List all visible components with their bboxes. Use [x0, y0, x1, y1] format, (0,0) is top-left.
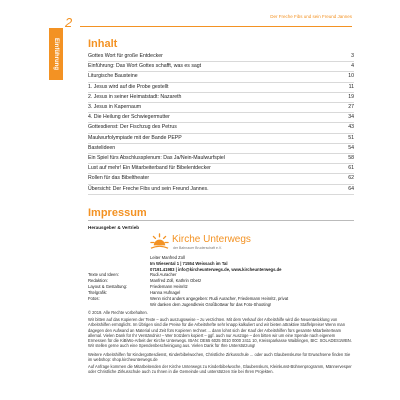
running-title: Der Freche Fibs und sein Freund Jannes: [267, 14, 352, 19]
toc-entry-page: 43: [348, 124, 354, 131]
toc-entry-page: 19: [348, 93, 354, 100]
toc-entry: [88, 123, 354, 133]
credit-key: Titelgrafik:: [88, 289, 108, 295]
toc-entry-page: 4: [351, 63, 354, 70]
toc-entry: [88, 72, 354, 82]
running-head-rule: [80, 19, 352, 27]
toc-entry-title: Bastelideen: [88, 144, 116, 151]
toc-entry-page: 62: [348, 175, 354, 182]
toc-entry: [88, 93, 354, 103]
credit-key: Fotos:: [88, 295, 100, 301]
page-number: 2: [65, 15, 73, 30]
logo-name: Kirche Unterwegs: [172, 234, 251, 245]
toc-entry: [88, 134, 354, 144]
credit-value: Manfred Zoll, Kathrin Obetz: [150, 277, 202, 283]
toc-entry-page: 10: [348, 73, 354, 80]
toc-entry-page: 34: [348, 114, 354, 121]
imprint-heading: Impressum: [88, 207, 147, 219]
toc-entry-page: 58: [348, 155, 354, 162]
toc-entry-page: 61: [348, 165, 354, 172]
address-line: Leiter Manfred Zoll: [150, 255, 185, 260]
toc-entry-title: Gottesdienst: Der Fischzug des Petrus: [88, 124, 177, 131]
credit-value: Hanna Hufnagel: [150, 289, 181, 295]
toc-entry: [88, 62, 354, 72]
credit-value: Wir danken dem Jugendkreis Großbottwar für das Foto-Shooting!: [150, 301, 272, 307]
toc-entry-title: Übersicht: Der Freche Fibs und sein Freund Jannes.: [88, 185, 209, 192]
sun-logo-icon: [150, 233, 169, 252]
toc-entry-page: 3: [351, 53, 354, 59]
publisher-logo: [150, 232, 280, 254]
table-of-contents: [88, 52, 354, 195]
toc-entry: [88, 83, 354, 93]
credit-row: [88, 302, 354, 308]
toc-entry-page: 51: [348, 134, 354, 141]
webshop-paragraph: Weitere Arbeitshilfen für Kindergottesdienst, Kinderbibelwochen, Christliche Zirkusschule ... oder auch Glaubenskurse für Erwachsene finden Sie im webshop: shop.kircheunterwegs.de: [88, 352, 351, 363]
toc-entry-title: Rollen für das Bibeltheater: [88, 175, 150, 182]
toc-entry-title: 2. Jesus in seiner Heimatstadt: Nazareth: [88, 93, 182, 100]
request-paragraph: Auf Anfrage kommen die Mitarbeitenden der Kirche Unterwegs zu Kinderbibelwoche, Glaubenskurs, Kleinkunst-Bühnenprogramm, Männervesper oder Christliche Zirkusschule auch zu Ihnen in die Gemeinde und unterstützen Sie bei Ihren Projekten.: [88, 364, 352, 375]
toc-entry: [88, 144, 354, 154]
side-tab: [49, 28, 63, 80]
credit-value: Friedemann Heinritz: [150, 283, 188, 289]
credit-key: Texte und Ideen:: [88, 272, 119, 277]
credit-key: Layout & Gestaltung:: [88, 283, 128, 289]
toc-entry: [88, 174, 354, 184]
section-divider: [88, 220, 354, 221]
toc-entry-page: 54: [348, 144, 354, 151]
copy-notice-paragraph: Wir bitten auf das Kopieren der Texte – auch auszugsweise – zu verzichten. Mit dem Verkauf der Arbeitshilfe wird die Neuentwicklung von Arbeitshilfen ermöglicht. Im Übrigen sind die Preise für die Arbeitshefte sehr knapp kalkuliert und wir bieten attraktive Staffelpreise! Wenn man dagegen den Aufwand an Material und Zeit fürs Kopieren rechnet ... dann lohnt sich der Kauf der Arbeitshilfen fürs gesamte Mitarbeiterteam allemal. Vielen Dank für Ihr Verständnis! – Wer trotzdem kopiert – ggf. auch nur Auszüge – den bitten wir um eine Spende nach eigenem Ermessen für die KiBiWo-Arbeit der Kirche Unterwegs. IBAN: DE65 6025 0010 0000 2411 10, Kreissparkasse Waiblingen, BIC: SOLADES1WBN. Wir stellen gerne auch eine Spendenbescheinigung aus. Vielen Dank für Ihre Unterstützung!: [88, 317, 352, 349]
toc-entry: [88, 103, 354, 113]
credit-key: [88, 302, 150, 308]
toc-entry-page: 27: [348, 104, 354, 111]
toc-entry-title: Maulwurfolympiade mit der Bande PEPP: [88, 134, 182, 141]
address-line: 07191.41983 | info@kircheunterwegs.de, www.kircheunterwegs.de: [150, 266, 282, 272]
toc-entry-title: 4. Die Heilung der Schwiegermutter: [88, 114, 170, 121]
copyright: © 2019. Alle Rechte vorbehalten.: [88, 310, 148, 315]
logo-subtitle: der Bahnauer Bruderschaft e.V.: [173, 246, 222, 250]
toc-entry-title: Lust auf mehr! Ein Mitarbeiterband für Bibelentdecker: [88, 165, 211, 172]
toc-entry-page: 64: [348, 185, 354, 192]
credit-key: Redaktion:: [88, 277, 109, 283]
toc-entry-title: Ein Spiel fürs Abschlussplenum: Das Ja/Nein-Maulwurfspiel: [88, 155, 225, 162]
side-tab-label: Einführung: [53, 38, 59, 70]
toc-entry: [88, 113, 354, 123]
toc-entry-title: Gottes Wort für große Entdecker: [88, 53, 163, 59]
toc-heading: Inhalt: [88, 38, 118, 50]
toc-entry: [88, 52, 354, 62]
toc-entry-title: Einführung: Das Wort Gottes schafft, was es sagt: [88, 63, 202, 70]
publisher-address: [150, 255, 281, 272]
toc-entry-page: 11: [348, 83, 354, 90]
credits-list: [88, 272, 354, 307]
toc-entry: [88, 164, 354, 174]
address-line: Im Wiesental 1 | 71554 Weissach im Tal: [150, 260, 228, 266]
credit-value: Wenn nicht anders angegeben: Rudi Auracher, Friedemann Heinritz, privat: [150, 295, 289, 301]
toc-entry-title: Liturgische Bausteine: [88, 73, 138, 80]
toc-entry: [88, 154, 354, 164]
toc-entry: [88, 185, 354, 195]
toc-entry-title: 1. Jesus wird auf die Probe gestellt: [88, 83, 169, 90]
publisher-label: Herausgeber & Vertrieb: [88, 225, 140, 230]
toc-entry-title: 3. Jesus in Kapernaum: [88, 104, 142, 111]
credit-value: Rudi Auracher: [150, 272, 177, 277]
